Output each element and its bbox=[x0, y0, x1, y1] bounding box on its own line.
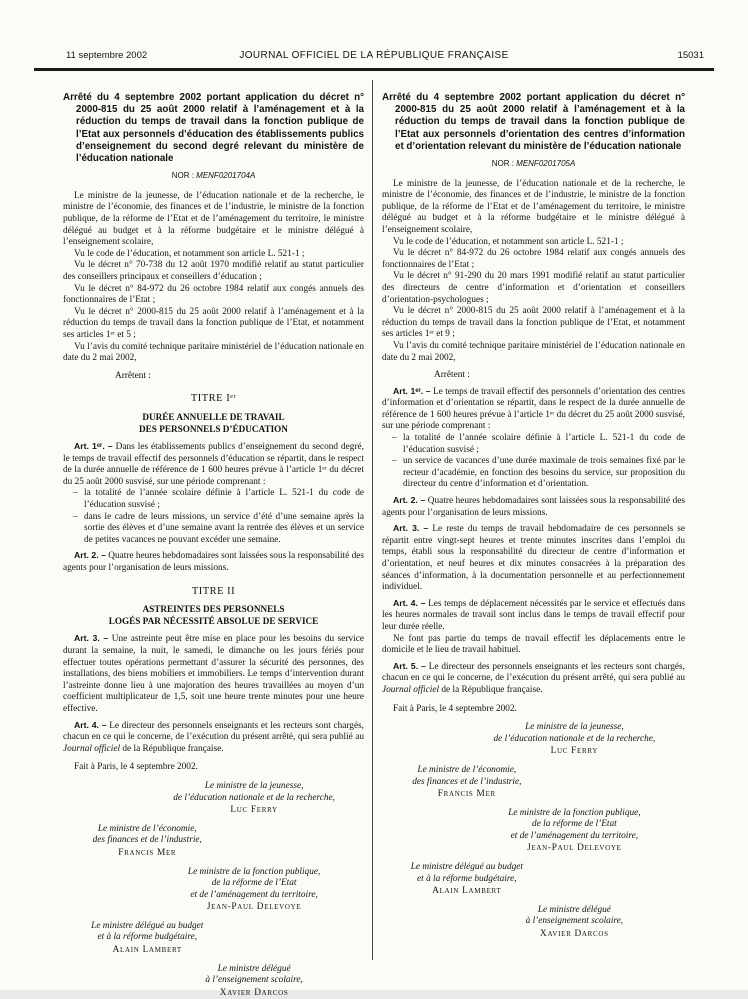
article-1-text: Dans les établissements publics d’enseignement du second degré, le temps de travail effectif des personnels d’éducation se répartit, dans le respect de la durée annuelle de référence de 1 600 heures prévue à l’article 1ᵉʳ du décret du 25 août 2000 susvisé, sur une période comprenant : bbox=[63, 442, 365, 487]
visa-line: Vu le code de l’éducation, et notamment son article L. 521-1 ; bbox=[393, 236, 624, 247]
arretent-line: Arrêtent : bbox=[115, 370, 151, 381]
journal-officiel-italic: Journal officiel bbox=[63, 743, 121, 754]
article-5-label: Art. 5. – bbox=[393, 660, 426, 671]
article-2-text: Quatre heures hebdomadaires sont laissées sous la responsabilité des agents pour l’organisation de leurs missions. bbox=[382, 496, 685, 518]
signature-block bbox=[382, 862, 552, 898]
minister-role: Le ministre de l’économie, bbox=[417, 764, 517, 775]
minister-role: Le ministre de la fonction publique, bbox=[187, 866, 321, 877]
nor-code: MENF0201705A bbox=[516, 159, 576, 169]
minister-role: et de l’aménagement du territoire, bbox=[510, 830, 639, 841]
titre-2-number: TITRE II bbox=[191, 585, 236, 597]
visa-line: Vu le décret n° 2000-815 du 25 août 2000 relatif à l’aménagement et à la réduction du temps de travail dans la fonction publique de l’Etat, et notamment ses articles 1ᵉʳ et 9 ; bbox=[382, 306, 685, 340]
signature-block bbox=[382, 765, 552, 801]
visa-line: Vu le décret n° 84-972 du 26 octobre 1984 relatif aux congés annuels des fonctionnaires de l’Etat ; bbox=[63, 283, 364, 306]
minister-name: Xavier Darcos bbox=[540, 929, 609, 940]
visa-line: Vu le décret n° 2000-815 du 25 août 2000 relatif à l’aménagement et à la réduction du temps de travail dans la fonction publique de l’Etat, et notamment ses articles 1ᵉʳ et 5 ; bbox=[63, 306, 364, 340]
visa-line: Vu le décret n° 91-290 du 20 mars 1991 modifié relatif au statut particulier des directeurs de centre d’information et d’orientation et conseillers d’orientation-psychologues ; bbox=[382, 271, 685, 305]
minister-role: de l’éducation nationale et de la recherche, bbox=[173, 792, 335, 803]
article-5-text: Le directeur des personnels enseignants et les recteurs sont chargés, chacun en ce qui le concerne, de l’exécution du présent arrêté, qui sera publié au bbox=[382, 661, 685, 684]
signature-block bbox=[63, 824, 232, 860]
left-article bbox=[63, 92, 364, 999]
minister-role: Le ministre de l’économie, bbox=[97, 823, 197, 834]
minister-name: Xavier Darcos bbox=[219, 987, 289, 998]
minister-role: Le ministre délégué bbox=[537, 904, 611, 915]
article-5 bbox=[382, 661, 685, 697]
article-4 bbox=[63, 720, 364, 756]
header-date: 11 septembre 2002 bbox=[66, 50, 148, 61]
minister-role: Le ministre délégué au budget bbox=[410, 862, 523, 873]
minister-name: Francis Mer bbox=[437, 789, 496, 800]
minister-role: Le ministre de la jeunesse, bbox=[525, 722, 624, 733]
preamble: Le ministre de la jeunesse, de l’éducation nationale et de la recherche, le ministre de l’économie, des finances et de l’industrie, le ministre de la fonction publique, de la réforme de l’Etat et de l’aménagement du territoire, le ministre délégué au budget et à la réforme budgétaire et le ministre délégué à l’enseignement scolaire, bbox=[63, 190, 364, 248]
titre-2-heading bbox=[63, 604, 364, 627]
right-article bbox=[382, 92, 685, 941]
list-item-text: la totalité de l’année scolaire définie à l’article L. 521-1 du code de l’éducation susvisé ; bbox=[403, 433, 685, 455]
minister-name: Alain Lambert bbox=[112, 945, 182, 956]
dash-glyph: – bbox=[73, 488, 78, 499]
list-item bbox=[392, 456, 685, 491]
article-4-text: Le directeur des personnels enseignants et les recteurs sont chargés, chacun en ce qui le concerne, de l’exécution du présent arrêté, qui sera publié au bbox=[63, 720, 365, 743]
titre-2-heading-line: ASTREINTES DES PERSONNELS bbox=[142, 604, 285, 615]
minister-role: de la réforme de l’Etat bbox=[532, 819, 617, 830]
minister-role: Le ministre délégué bbox=[217, 963, 291, 974]
article-2-label: Art. 2. – bbox=[74, 550, 106, 561]
journal-officiel-italic: Journal officiel bbox=[382, 684, 440, 695]
minister-role: et de l’aménagement du territoire, bbox=[190, 889, 318, 900]
article-1-text: Le temps de travail effectif des personnels d’orientation des centres d’information et d’orientation se répartit, dans le respect de la durée annuelle de référence de 1 600 heures prévue à l’article 1ᵉʳ du décret du 25 août 2000 susvisé, sur une période comprenant : bbox=[382, 386, 685, 432]
header-rule bbox=[34, 68, 714, 71]
article-3-label: Art. 3. – bbox=[393, 523, 429, 534]
signature-block bbox=[144, 867, 364, 914]
titre-1-number: TITRE Iᵉʳ bbox=[190, 393, 237, 405]
article-1 bbox=[63, 441, 364, 488]
titre-1-heading-line: DES PERSONNELS D’ÉDUCATION bbox=[139, 423, 288, 434]
column-divider bbox=[372, 80, 373, 960]
titre-1-heading-line: DURÉE ANNUELLE DE TRAVAIL bbox=[142, 411, 285, 422]
list-item-text: un service de vacances d’une durée maximale de trois semaines fixé par le recteur d’académie, en fonction des besoins du service, sur proposition du directeur du centre d’information et d’orientation. bbox=[403, 456, 685, 490]
signature-block bbox=[144, 781, 364, 817]
titre-2-heading-line: LOGÉS PAR NÉCESSITÉ ABSOLUE DE SERVICE bbox=[108, 615, 319, 626]
minister-role: à l’enseignement scolaire, bbox=[525, 916, 624, 927]
preamble: Le ministre de la jeunesse, de l’éducation nationale et de la recherche, le ministre de l’économie, des finances et de l’industrie, le ministre de la fonction publique, de la réforme de l’Etat et de l’aménagement du territoire, le ministre délégué au budget et à la réforme budgétaire et le ministre délégué à l’enseignement scolaire, bbox=[382, 178, 685, 235]
minister-role: de l’éducation nationale et de la recherche, bbox=[493, 733, 656, 744]
dash-glyph: – bbox=[392, 456, 397, 467]
minister-name: Jean-Paul Delevoye bbox=[206, 902, 302, 913]
article-1-label: Art. 1ᵉʳ. – bbox=[74, 441, 113, 452]
article-3-text: Une astreinte peut être mise en place pour les besoins du service durant la semaine, la nuit, le samedi, le dimanche ou les jours fériés pour effectuer toutes opérations permettant d’assurer la sécurité des personnes, des installations, des biens mobiliers et immobiliers. Le temps d’intervention durant l’astreinte donne lieu à une majoration des heures travaillées au moyen d’un coefficient multiplicateur de 1,5, soit une heure trente minutes pour une heure effective. bbox=[63, 634, 365, 714]
article-4-text: Les temps de déplacement nécessités par le service et effectués dans les heures normales de travail sont inclus dans le temps de travail effectif pour leur durée réelle. bbox=[382, 598, 685, 632]
signature-block bbox=[464, 722, 685, 758]
article-2-text: Quatre heures hebdomadaires sont laissées sous la responsabilité des agents pour l’organisation de leurs missions. bbox=[63, 551, 364, 574]
article-1 bbox=[382, 386, 685, 433]
article-2 bbox=[382, 495, 685, 519]
article-4-label: Art. 4. – bbox=[74, 719, 107, 730]
minister-name: Jean-Paul Delevoye bbox=[527, 843, 622, 854]
visa-line: Vu le code de l’éducation, et notamment son article L. 521-1 ; bbox=[74, 248, 305, 259]
minister-name: Alain Lambert bbox=[432, 886, 502, 897]
minister-name: Luc Ferry bbox=[230, 805, 278, 816]
fait-line: Fait à Paris, le 4 septembre 2002. bbox=[74, 762, 198, 773]
article-3-text: Le reste du temps de travail hebdomadaire de ces personnels se répartit entre vingt-sept heures et trente minutes inscrites dans l’emploi du temps, établi sous la responsabilité du directeur de centre d’information et d’orientation, et neuf heures et dix minutes consacrées à la préparation des séances d’information, à la documentation personnelle et au perfectionnement individuel. bbox=[382, 524, 685, 593]
minister-role: de la réforme de l’Etat bbox=[211, 878, 297, 889]
minister-role: Le ministre de la jeunesse, bbox=[204, 780, 304, 791]
dash-glyph: – bbox=[73, 511, 78, 522]
minister-name: Luc Ferry bbox=[550, 746, 599, 757]
article-3 bbox=[382, 523, 685, 594]
header-page-number: 15031 bbox=[677, 50, 704, 61]
signature-block bbox=[144, 964, 364, 999]
list-item bbox=[73, 512, 364, 547]
article-title: Arrêté du 4 septembre 2002 portant application du décret n° 2000-815 du 25 août 2000 relatif à l’aménagement et à la réduction du temps de travail dans la fonction publique de l’Etat aux personnels d’éducation des établissements publics d’enseignement du second degré relevant du ministère de l’éducation nationale bbox=[63, 92, 364, 165]
article-title: Arrêté du 4 septembre 2002 portant application du décret n° 2000-815 du 25 août 2000 relatif à l’aménagement et à la réduction du temps de travail dans la fonction publique de l’Etat aux personnels d’orientation des centres d’information et d’orientation relevant du ministère de l’éducation nationale bbox=[382, 92, 685, 152]
article-2 bbox=[63, 550, 364, 574]
minister-role: Le ministre délégué au budget bbox=[91, 920, 204, 931]
minister-role: et à la réforme budgétaire, bbox=[97, 932, 198, 943]
visa-line: Vu le décret n° 84-972 du 26 octobre 1984 relatif aux congés annuels des fonctionnaires de l’Etat ; bbox=[382, 248, 685, 270]
minister-name: Francis Mer bbox=[118, 847, 177, 858]
signature-block bbox=[464, 905, 685, 941]
nor-line bbox=[382, 158, 685, 170]
nor-label: NOR : bbox=[171, 171, 194, 181]
list-item bbox=[392, 433, 685, 456]
article-2-label: Art. 2. – bbox=[393, 495, 426, 506]
minister-role: à l’enseignement scolaire, bbox=[205, 975, 303, 986]
article-4-label: Art. 4. – bbox=[393, 597, 426, 608]
arretent-line: Arrêtent : bbox=[434, 370, 470, 381]
minister-role: des finances et de l’industrie, bbox=[412, 776, 522, 787]
article-3 bbox=[63, 633, 364, 715]
visa-line: Vu l’avis du comité technique paritaire ministériel de l’éducation nationale en date du 2 mai 2002, bbox=[63, 341, 364, 364]
header-journal-title: JOURNAL OFFICIEL DE LA RÉPUBLIQUE FRANÇAISE bbox=[239, 50, 509, 61]
signature-block bbox=[464, 808, 685, 855]
titre-1-heading bbox=[63, 412, 364, 435]
nor-label: NOR : bbox=[491, 159, 514, 169]
article-5-text: de la République française. bbox=[439, 684, 543, 695]
dash-glyph: – bbox=[392, 433, 397, 444]
list-item bbox=[73, 488, 364, 511]
visa-line: Vu l’avis du comité technique paritaire ministériel de l’éducation nationale en date du 2 mai 2002, bbox=[382, 340, 685, 363]
visa-line: Vu le décret n° 70-738 du 12 août 1970 modifié relatif au statut particulier des conseillers principaux et conseillers d’éducation ; bbox=[63, 260, 364, 282]
list-item-text: la totalité de l’année scolaire définie à l’article L. 521-1 du code de l’éducation susvisé ; bbox=[84, 488, 364, 511]
signature-block bbox=[63, 921, 232, 957]
article-4 bbox=[382, 598, 685, 634]
list-item-text: dans le cadre de leurs missions, un service d’été d’une semaine après la sortie des élèves et d’une semaine avant la rentrée des élèves et un service de petites vacances ne pouvant excéder une semaine. bbox=[84, 511, 364, 545]
fait-line: Fait à Paris, le 4 septembre 2002. bbox=[393, 703, 517, 714]
minister-role: Le ministre de la fonction publique, bbox=[508, 807, 641, 818]
nor-code: MENF0201704A bbox=[196, 171, 256, 181]
article-4-text: de la République française. bbox=[120, 743, 224, 754]
article-1-label: Art. 1ᵉʳ. – bbox=[393, 385, 431, 396]
minister-role: des finances et de l’industrie, bbox=[92, 835, 202, 846]
article-4-continuation: Ne font pas partie du temps de travail effectif les déplacements entre le domicile et le lieu de travail habituel. bbox=[382, 633, 685, 656]
article-3-label: Art. 3. – bbox=[74, 633, 109, 644]
nor-line bbox=[63, 170, 364, 182]
minister-role: et à la réforme budgétaire, bbox=[417, 873, 517, 884]
